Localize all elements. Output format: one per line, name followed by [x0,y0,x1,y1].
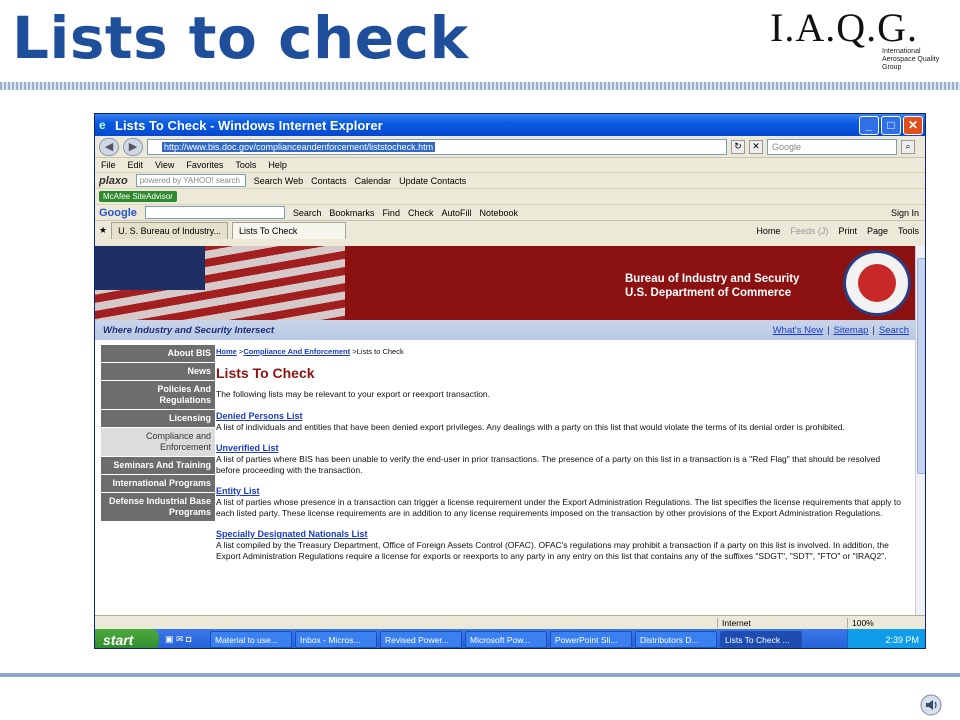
list-item [216,486,906,519]
vertical-scrollbar[interactable] [915,246,926,615]
tab-lists-to-check[interactable]: Lists To Check [232,222,346,239]
tagline: Where Industry and Security Intersect [103,324,275,336]
search-link[interactable]: Search [878,324,909,336]
status-zone: Internet [717,618,847,628]
plaxo-toolbar [95,172,925,188]
breadcrumb-home[interactable]: Home [216,347,237,356]
zoom-level[interactable]: 100% [847,618,926,628]
bottom-divider [0,673,960,677]
task-distributors[interactable]: Distributors D... [635,631,717,648]
search-input[interactable]: Google [767,139,897,155]
nav-defense[interactable]: Defense Industrial Base Programs [101,493,215,522]
left-nav [101,345,215,522]
google-sign-in[interactable]: Sign In [890,207,919,218]
tagline-bar [95,320,915,340]
address-bar-row [95,136,925,158]
cmd-tools[interactable]: Tools [897,225,919,236]
plaxo-search-input[interactable]: powered by YAHOO! search [136,174,246,187]
unverified-list-link[interactable]: Unverified List [216,443,279,453]
task-inbox[interactable]: Inbox - Micros... [295,631,377,648]
maximize-button[interactable]: □ [881,116,901,135]
cmd-home[interactable]: Home [756,225,781,236]
stop-icon[interactable]: ✕ [749,140,763,154]
page-title: Lists To Check [216,365,315,381]
nav-licensing[interactable]: Licensing [101,410,215,428]
task-microsoft-pow[interactable]: Microsoft Pow... [465,631,547,648]
cmd-print[interactable]: Print [838,225,857,236]
speaker-icon[interactable] [920,694,942,716]
logo-subtitle: International Aerospace Quality Group [882,48,940,71]
sdn-list-link[interactable]: Specially Designated Nationals List [216,529,368,539]
task-powerpoint-sli[interactable]: PowerPoint Sli... [550,631,632,648]
page-content [95,246,915,615]
plaxo-calendar[interactable]: Calendar [354,175,392,186]
nav-compliance[interactable]: Compliance and Enforcement [101,428,215,457]
tab-bar [95,220,925,240]
search-icon[interactable]: ⌕ [901,140,915,154]
menu-help[interactable]: Help [268,160,287,170]
nav-seminars[interactable]: Seminars And Training [101,457,215,475]
nav-policies[interactable]: Policies And Regulations [101,381,215,410]
close-button[interactable]: ✕ [903,116,923,135]
breadcrumb-section[interactable]: Compliance And Enforcement [243,347,351,356]
ie-window [94,113,926,649]
google-search[interactable]: Search [292,207,322,218]
menu-view[interactable]: View [155,160,175,170]
list-item [216,411,906,433]
address-text: http://www.bis.doc.gov/complianceandenforcement/liststocheck.htm [164,141,434,152]
bis-banner [95,246,915,320]
forward-button[interactable]: ▶ [123,138,143,156]
menu-tools[interactable]: Tools [235,160,257,170]
sdn-list-desc: A list compiled by the Treasury Department, Office of Foreign Assets Control (OFAC). OFAC's regulations may prohibit a transaction if a party on this list is involved. In addition, the Export Administration Regulations require a license for exports or reexports to any party in any entry on this list that contains any of the suffixes "SDGT", "SDT", "FTO" or "IRAQ2". [216,540,889,561]
list-item [216,443,906,476]
entity-list-link[interactable]: Entity List [216,486,260,496]
slide-title: Lists to check [12,4,469,72]
main-content [216,347,906,572]
logo-text: I.A.Q.G. [770,5,918,50]
google-toolbar [95,204,925,220]
plaxo-contacts[interactable]: Contacts [311,175,347,186]
task-material[interactable]: Material to use... [210,631,292,648]
breadcrumb-current: >Lists to Check [352,347,404,356]
banner-title [625,272,799,300]
google-logo: Google [99,206,137,219]
menu-bar [95,158,925,172]
google-notebook[interactable]: Notebook [479,207,519,218]
plaxo-logo: plaxo [99,174,128,187]
taskbar [95,629,926,649]
status-bar [95,615,926,629]
tab-bis[interactable]: U. S. Bureau of Industry... [111,222,228,239]
menu-edit[interactable]: Edit [127,160,144,170]
minimize-button[interactable]: _ [859,116,879,135]
whats-new-link[interactable]: What's New [772,324,824,336]
iaqg-logo [766,4,952,70]
mcafee-toolbar [95,188,925,204]
back-button[interactable]: ◀ [99,138,119,156]
start-button[interactable]: start [95,629,159,649]
intro-text: The following lists may be relevant to your export or reexport transaction. [216,389,491,399]
google-search-input[interactable] [145,206,285,219]
favorites-star-icon[interactable]: ★ [99,225,108,235]
breadcrumb: Home >Compliance And Enforcement >Lists to Check [216,347,404,356]
task-lists-to-check[interactable]: Lists To Check ... [720,631,802,648]
denied-persons-desc: A list of individuals and entities that have been denied export privileges. Any dealings with a party on this list that would violate the terms of its denial order is prohibited. [216,422,845,432]
ie-icon: e [99,118,106,132]
top-links: What's New | Sitemap | Search [772,324,909,336]
task-revised-power[interactable]: Revised Power... [380,631,462,648]
mcafee-button[interactable]: McAfee SiteAdvisor [99,191,177,202]
window-titlebar [95,114,925,136]
cmd-feeds[interactable]: Feeds (J) [790,225,829,236]
banner-line1: Bureau of Industry and Security [625,273,800,285]
doc-seal-icon [843,250,911,316]
nav-news[interactable]: News [101,363,215,381]
nav-international[interactable]: International Programs [101,475,215,493]
google-check[interactable]: Check [407,207,434,218]
google-find[interactable]: Find [382,207,400,218]
google-autofill[interactable]: AutoFill [441,207,472,218]
top-divider [0,82,960,90]
menu-file[interactable]: File [101,160,116,170]
plaxo-search-web[interactable]: Search Web [253,175,304,186]
cmd-page[interactable]: Page [866,225,888,236]
list-item [216,529,906,562]
nav-about-bis[interactable]: About BIS [101,345,215,363]
refresh-icon[interactable]: ↻ [731,140,745,154]
unverified-list-desc: A list of parties where BIS has been unable to verify the end-user in prior transactions. The presence of a party on this list in a transaction is a "Red Flag" that should be resolved before proceeding with the transaction. [216,454,881,475]
menu-favorites[interactable]: Favorites [186,160,224,170]
flag-canton [95,246,205,290]
plaxo-update-contacts[interactable]: Update Contacts [399,175,467,186]
quick-launch[interactable]: ▣ ✉ ◘ [165,634,192,644]
google-bookmarks[interactable]: Bookmarks [329,207,375,218]
scrollbar-thumb[interactable] [917,258,926,474]
sitemap-link[interactable]: Sitemap [833,324,869,336]
denied-persons-link[interactable]: Denied Persons List [216,411,303,421]
system-tray-clock: 2:39 PM [847,629,926,649]
address-input[interactable] [147,139,727,155]
entity-list-desc: A list of parties whose presence in a transaction can trigger a license requirement under the Export Administration Regulations. The list specifies the license requirements that apply to each listed party. These license requirements are in addition to any license requirements imposed on the transaction by other provisions of the Export Administration Regulations. [216,497,901,518]
window-title: Lists To Check - Windows Internet Explorer [115,117,383,133]
banner-line2: U.S. Department of Commerce [625,287,792,299]
